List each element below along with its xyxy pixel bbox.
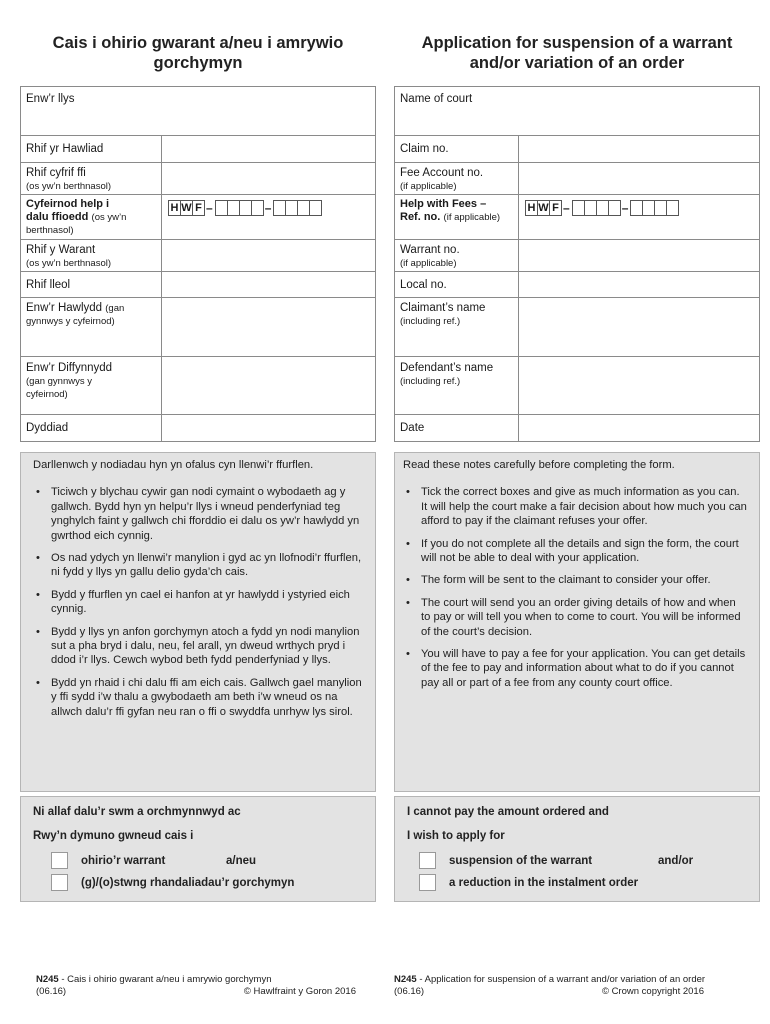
english-fee-account-label: Fee Account no. <box>400 167 484 179</box>
welsh-vary-label: (g)/(o)stwng rhandaliadau’r gorchymyn <box>81 876 295 889</box>
welsh-court-name-row[interactable] <box>21 87 375 136</box>
english-vary-label: a reduction in the instalment order <box>449 876 639 889</box>
hwf-letter-f: F <box>549 200 562 216</box>
welsh-note-item: • Bydd y llys yn anfon gorchymyn atoch a fydd yn nodi manylion sut a pha bryd i dalu, neu, fel arall, yn dweud wrthych pryd i ddod i’r llys. Cewch wybod beth fydd penderfyniad y llys. <box>33 625 363 668</box>
welsh-help-fees-row <box>21 195 375 240</box>
welsh-option-vary <box>51 874 294 891</box>
welsh-help-fees-label-2: dalu ffioedd <box>26 211 89 223</box>
welsh-claim-no-row <box>21 136 375 163</box>
english-date-row <box>395 415 759 441</box>
welsh-application-panel <box>20 796 376 902</box>
english-form-date: (06.16) <box>394 986 425 997</box>
welsh-form-name: - Cais i ohirio gwarant a/neu i amrywio gorchymyn <box>58 974 272 985</box>
english-claimant-row <box>395 298 759 357</box>
welsh-note-item: • Bydd y ffurflen yn cael ei hanfon at yr hawlydd i ystyried eich cynnig. <box>33 588 363 617</box>
english-note-item: • The court will send you an order giving details of how and when to pay or will tell you when to come to court. You will be informed of the court’s decision. <box>403 596 747 639</box>
hwf-dash: – <box>621 201 629 215</box>
welsh-local-no-row <box>21 272 375 298</box>
english-claim-no-label: Claim no. <box>400 143 449 155</box>
english-title: Application for suspension of a warrant and/or variation of an order <box>421 34 733 72</box>
welsh-apply-line-1: Ni allaf dalu’r swm a orchmynnwyd ac <box>33 806 241 818</box>
english-details-grid <box>394 86 760 442</box>
english-local-no-field[interactable] <box>519 272 759 297</box>
hwf-digit-box[interactable] <box>608 200 621 216</box>
welsh-suspend-checkbox[interactable] <box>51 852 68 869</box>
english-date-field[interactable] <box>519 415 759 441</box>
welsh-warrant-label: Rhif y Warant <box>26 244 96 256</box>
hwf-dash: – <box>264 201 272 215</box>
english-defendant-field[interactable] <box>519 357 759 414</box>
welsh-note-item: • Os nad ydych yn llenwi’r manylion i gyd ac yn llofnodi’r ffurflen, ni fydd y llys yn gallu delio gyda’ch cais. <box>33 551 363 580</box>
welsh-court-name-label: Enw’r llys <box>26 93 75 105</box>
english-option-vary <box>419 874 638 891</box>
welsh-defendant-field[interactable] <box>162 357 375 414</box>
english-claim-no-row <box>395 136 759 163</box>
hwf-digit-box[interactable] <box>309 200 322 216</box>
english-notes-panel <box>394 452 760 792</box>
hwf-letter-w: W <box>538 202 549 214</box>
english-court-name-label: Name of court <box>400 93 473 105</box>
english-court-name-row[interactable] <box>395 87 759 136</box>
welsh-help-fees-label-1: Cyfeirnod help i <box>26 198 110 210</box>
english-form-name: - Application for suspension of a warrant and/or variation of an order <box>416 974 706 985</box>
welsh-warrant-field[interactable] <box>162 240 375 271</box>
welsh-notes-panel <box>20 452 376 792</box>
welsh-warrant-row <box>21 240 375 272</box>
english-hwf-ref-input[interactable] <box>525 200 678 216</box>
welsh-claimant-row <box>21 298 375 357</box>
welsh-apply-line-2: Rwy’n dymuno gwneud cais i <box>33 830 194 842</box>
welsh-help-fees-sub: (os yw’n <box>91 212 127 223</box>
welsh-help-fees-sub2: berthnasol) <box>26 225 74 236</box>
welsh-note-item: • Bydd yn rhaid i chi dalu ffi am eich cais. Gallwch gael manylion y ffi sydd i’w thalu a gwybodaeth am beth i’w wneud os na allwch dalu’r ffi gyfan neu ran o ffi o swyddfa unrhyw lys sirol. <box>33 676 363 719</box>
english-local-no-label: Local no. <box>400 279 447 291</box>
welsh-warrant-sub: (os yw’n berthnasol) <box>26 258 112 269</box>
hwf-letter-h: H <box>525 200 538 216</box>
welsh-fee-account-label: Rhif cyfrif ffi <box>26 167 86 179</box>
english-claim-no-field[interactable] <box>519 136 759 162</box>
english-apply-line-1: I cannot pay the amount ordered and <box>407 806 609 818</box>
english-fee-account-field[interactable] <box>519 163 759 194</box>
english-note-item: • If you do not complete all the details and sign the form, the court will not be able to deal with your application. <box>403 537 747 566</box>
english-defendant-row <box>395 357 759 415</box>
hwf-digit-box[interactable] <box>666 200 679 216</box>
welsh-claimant-sub2: gynnwys y cyfeirnod) <box>26 316 115 327</box>
english-local-no-row <box>395 272 759 298</box>
welsh-form-code: N245 <box>36 974 59 985</box>
hwf-digit-box[interactable] <box>251 200 264 216</box>
hwf-letter-w: W <box>181 202 192 214</box>
english-fee-account-row <box>395 163 759 195</box>
hwf-letter-h: H <box>168 200 181 216</box>
welsh-notes-heading: Darllenwch y nodiadau hyn yn ofalus cyn llenwi’r ffurflen. <box>33 459 314 471</box>
english-defendant-label: Defendant’s name <box>400 362 494 374</box>
welsh-vary-checkbox[interactable] <box>51 874 68 891</box>
english-warrant-label: Warrant no. <box>400 244 460 256</box>
hwf-dash: – <box>563 201 570 215</box>
english-notes-heading: Read these notes carefully before completing the form. <box>403 459 675 471</box>
english-application-panel <box>394 796 760 902</box>
welsh-local-no-label: Rhif lleol <box>26 279 71 291</box>
welsh-andor-label: a/neu <box>226 855 257 867</box>
welsh-note-item: • Ticiwch y blychau cywir gan nodi cymaint o wybodaeth ag y gallwch. Bydd hyn yn helpu’r llys i wneud penderfyniad teg ynghylch faint y gallwch chi fforddio ei dalu os yw’r hawlydd yn gwrthod eich cynnig. <box>33 485 363 543</box>
english-warrant-field[interactable] <box>519 240 759 271</box>
welsh-claim-no-field[interactable] <box>162 136 375 162</box>
english-note-item: • The form will be sent to the claimant to consider your offer. <box>403 573 747 587</box>
welsh-defendant-row <box>21 357 375 415</box>
welsh-form-date: (06.16) <box>36 986 67 997</box>
english-warrant-row <box>395 240 759 272</box>
english-suspend-label: suspension of the warrant <box>449 854 593 867</box>
welsh-defendant-sub: (gan gynnwys y <box>26 376 93 387</box>
english-claimant-label: Claimant’s name <box>400 302 486 314</box>
english-fee-account-sub: (if applicable) <box>400 181 457 192</box>
english-note-item: • You will have to pay a fee for your application. You can get details of the fee to pay and information about what to do if you cannot pay all or part of a fee from any county court office. <box>403 647 747 690</box>
english-note-item: • Tick the correct boxes and give as much information as you can. It will help the court make a fair decision about how much you can afford to pay if the claimant refuses your offer. <box>403 485 747 528</box>
english-vary-checkbox[interactable] <box>419 874 436 891</box>
welsh-fee-account-row <box>21 163 375 195</box>
english-help-fees-label-2: Ref. no. <box>400 211 441 223</box>
welsh-claimant-field[interactable] <box>162 298 375 356</box>
english-apply-line-2: I wish to apply for <box>407 830 505 842</box>
welsh-defendant-label: Enw’r Diffynnydd <box>26 362 113 374</box>
english-andor-label: and/or <box>658 855 694 867</box>
welsh-date-field[interactable] <box>162 415 375 441</box>
welsh-claimant-label: Enw’r Hawlydd <box>26 302 103 314</box>
english-defendant-sub: (including ref.) <box>400 376 461 387</box>
welsh-option-suspend <box>51 852 165 869</box>
english-suspend-checkbox[interactable] <box>419 852 436 869</box>
welsh-details-grid <box>20 86 376 442</box>
english-claimant-field[interactable] <box>519 298 759 356</box>
english-date-label: Date <box>400 422 425 434</box>
english-help-fees-row <box>395 195 759 240</box>
welsh-claim-no-label: Rhif yr Hawliad <box>26 143 104 155</box>
welsh-title: Cais i ohirio gwarant a/neu i amrywio gorchymyn <box>52 34 344 72</box>
welsh-fee-account-field[interactable] <box>162 163 375 194</box>
welsh-date-row <box>21 415 375 441</box>
welsh-local-no-field[interactable] <box>162 272 375 297</box>
welsh-fee-account-sub: (os yw’n berthnasol) <box>26 181 112 192</box>
english-copyright: © Crown copyright 2016 <box>601 986 704 997</box>
english-option-suspend <box>419 852 592 869</box>
welsh-claimant-sub: (gan <box>105 303 125 314</box>
welsh-copyright: © Hawlfraint y Goron 2016 <box>243 986 356 997</box>
english-help-fees-sub: (if applicable) <box>443 212 501 223</box>
english-warrant-sub: (if applicable) <box>400 258 457 269</box>
english-footer <box>394 974 740 998</box>
welsh-suspend-label: ohirio’r warrant <box>81 854 166 867</box>
english-form-code: N245 <box>394 974 417 985</box>
english-help-fees-label-1: Help with Fees – <box>400 198 487 210</box>
welsh-defendant-sub2: cyfeirnod) <box>26 389 68 400</box>
hwf-dash: – <box>206 201 213 215</box>
welsh-hwf-ref-input[interactable] <box>168 200 321 216</box>
english-claimant-sub: (including ref.) <box>400 316 461 327</box>
welsh-footer <box>36 974 356 998</box>
hwf-letter-f: F <box>192 200 205 216</box>
welsh-date-label: Dyddiad <box>26 422 69 434</box>
